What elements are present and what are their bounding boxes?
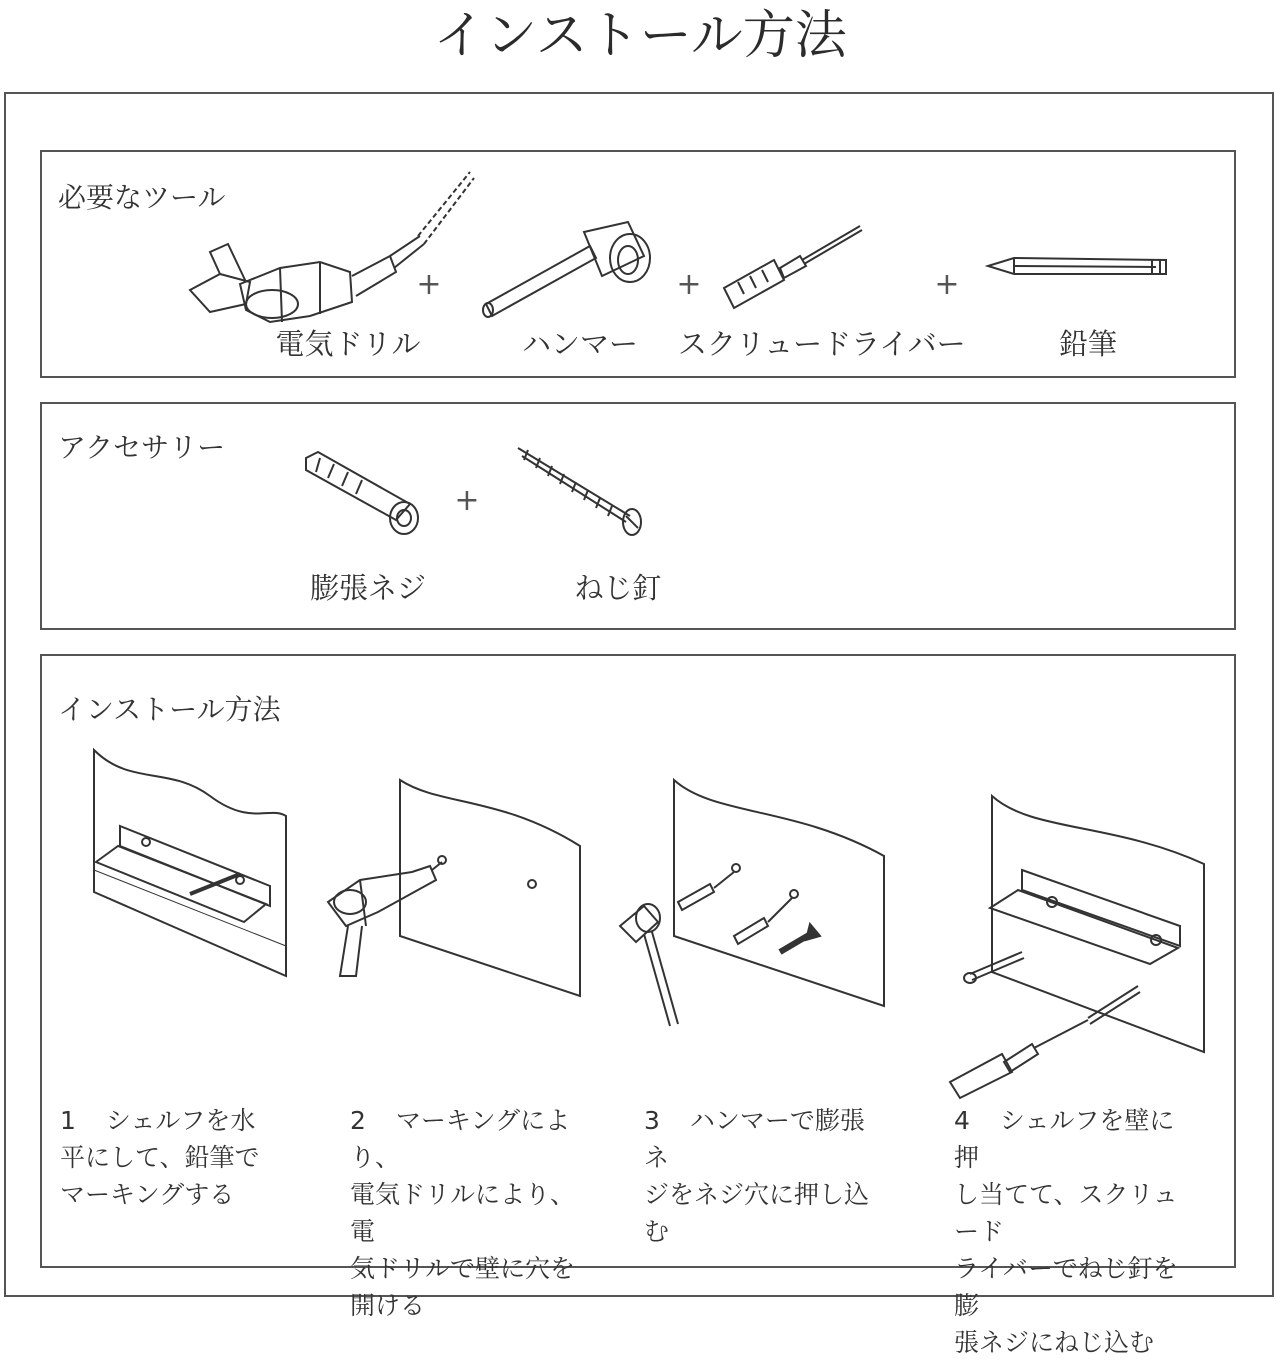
accessory-label-anchor: 膨張ネジ xyxy=(309,571,426,605)
installation-panel xyxy=(40,654,1236,1357)
pencil-icon xyxy=(986,252,1186,282)
step-4-text: 4 シェルフを壁に押 し当てて、スクリュード ライバーでねじ釘を膨 張ネジにねじ込む xyxy=(954,1106,1178,1357)
tool-label-screwdriver: スクリュードライバー xyxy=(678,327,966,361)
accessory-label-screw: ねじ釘 xyxy=(574,571,662,605)
step-1-text: 1 シェルフを水 平にして、鉛筆で マーキングする xyxy=(60,1106,260,1209)
plus-separator: + xyxy=(934,267,960,302)
plus-separator: + xyxy=(454,483,480,518)
electric-drill-icon xyxy=(180,192,440,342)
installation-heading: インストール方法 xyxy=(58,693,281,726)
tool-label-hammer: ハンマー xyxy=(521,327,638,361)
step-number: 1 xyxy=(60,1106,76,1135)
plus-separator: + xyxy=(416,267,442,302)
screwdriver-icon xyxy=(718,222,868,314)
step4-screwing-shelf-illustration xyxy=(942,792,1232,1092)
step2-drilling-illustration xyxy=(320,776,590,1016)
tools-heading: 必要なツール xyxy=(58,181,226,214)
step-3-text: 3 ハンマーで膨張ネ ジをネジ穴に押し込む xyxy=(644,1106,870,1246)
tool-label-pencil: 鉛筆 xyxy=(1058,327,1117,361)
step3-hammer-anchor-illustration xyxy=(614,776,894,1036)
step-number: 4 xyxy=(954,1106,970,1135)
step1-shelf-marking-illustration xyxy=(90,746,300,986)
plus-separator: + xyxy=(676,267,702,302)
accessories-panel xyxy=(40,402,1236,630)
tools-panel xyxy=(40,150,1236,378)
tool-label-drill: 電気ドリル xyxy=(275,327,421,361)
expansion-anchor-icon xyxy=(300,448,420,548)
step-2-text: 2 マーキングにより、 電気ドリルにより、電 気ドリルで壁に穴を 開ける xyxy=(350,1106,576,1320)
step-number: 3 xyxy=(644,1106,660,1135)
accessories-heading: アクセサリー xyxy=(58,431,226,464)
page-title: インストール方法 xyxy=(433,6,847,66)
step-number: 2 xyxy=(350,1106,366,1135)
screw-icon xyxy=(514,444,654,538)
hammer-icon xyxy=(478,218,658,328)
